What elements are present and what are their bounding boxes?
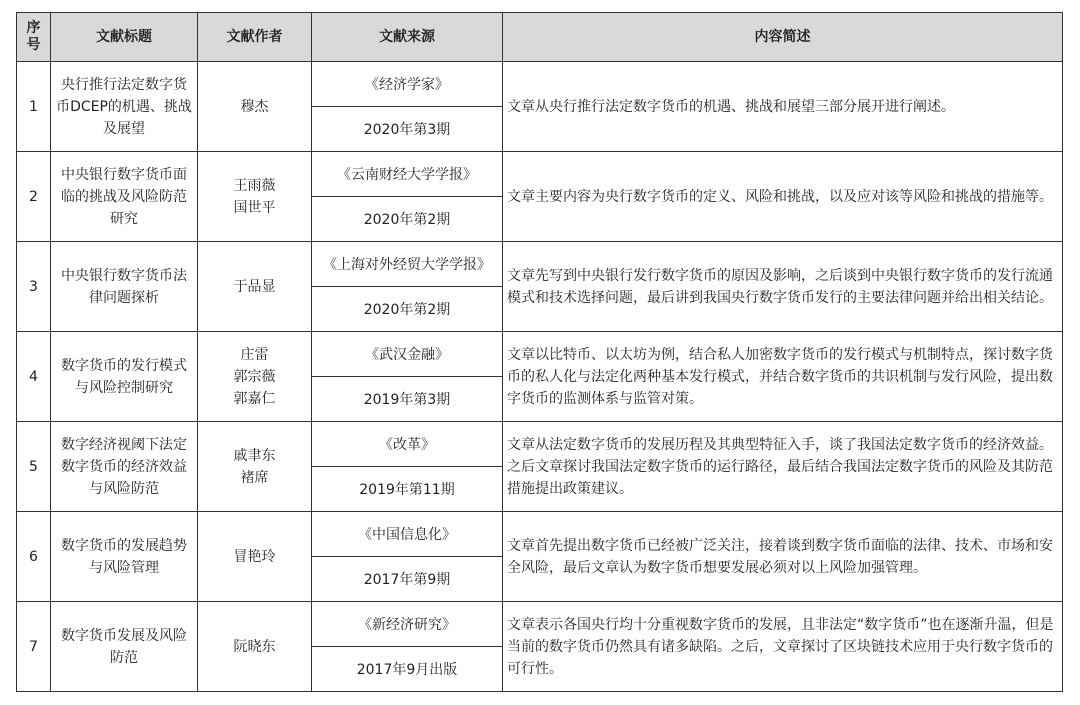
row-source: 《中国信息化》: [312, 512, 503, 557]
literature-table: [16, 12, 1063, 692]
header-row: [17, 13, 1063, 62]
header-author: 文献作者: [198, 13, 312, 62]
table-row: [17, 332, 1063, 377]
row-number: 5: [17, 422, 51, 512]
row-number: 6: [17, 512, 51, 602]
row-author: 庄雷 郭宗薇 郭嘉仁: [198, 332, 312, 422]
row-number: 4: [17, 332, 51, 422]
row-summary: 文章首先提出数字货币已经被广泛关注，接着谈到数字货币面临的法律、技术、市场和安全风险，最后文章认为数字货币想要发展必须对以上风险加强管理。: [503, 512, 1063, 602]
row-author: 冒艳玲: [198, 512, 312, 602]
row-title: 数字经济视阈下法定数字货币的经济效益与风险防范: [51, 422, 198, 512]
row-number: 1: [17, 62, 51, 152]
row-summary: 文章以比特币、以太坊为例，结合私人加密数字货币的发行模式与机制特点，探讨数字货币的私人化与法定化两种基本发行模式，并结合数字货币的共识机制与发行风险，提出数字货币的监测体系与监管对策。: [503, 332, 1063, 422]
row-title: 数字货币发展及风险防范: [51, 602, 198, 692]
row-author: 戚聿东 褚席: [198, 422, 312, 512]
row-issue: 2019年第3期: [312, 377, 503, 422]
row-summary: 文章表示各国央行均十分重视数字货币的发展，且非法定“数字货币”也在逐渐升温，但是当前的数字货币仍然具有诸多缺陷。之后，文章探讨了区块链技术应用于央行数字货币的可行性。: [503, 602, 1063, 692]
row-source: 《武汉金融》: [312, 332, 503, 377]
row-source: 《上海对外经贸大学学报》: [312, 242, 503, 287]
row-title: 中央银行数字货币法律问题探析: [51, 242, 198, 332]
row-source: 《经济学家》: [312, 62, 503, 107]
table-row: [17, 242, 1063, 287]
row-author: 穆杰: [198, 62, 312, 152]
row-title: 数字货币的发行模式与风险控制研究: [51, 332, 198, 422]
row-author: 王雨薇 国世平: [198, 152, 312, 242]
row-number: 3: [17, 242, 51, 332]
row-number: 7: [17, 602, 51, 692]
table-row: [17, 512, 1063, 557]
row-number: 2: [17, 152, 51, 242]
row-summary: 文章从央行推行法定数字货币的机遇、挑战和展望三部分展开进行阐述。: [503, 62, 1063, 152]
row-source: 《改革》: [312, 422, 503, 467]
header-title: 文献标题: [51, 13, 198, 62]
row-issue: 2020年第2期: [312, 287, 503, 332]
table-row: [17, 152, 1063, 197]
header-num: 序号: [17, 13, 51, 62]
row-source: 《新经济研究》: [312, 602, 503, 647]
table-row: [17, 62, 1063, 107]
row-issue: 2020年第3期: [312, 107, 503, 152]
table-row: [17, 422, 1063, 467]
row-issue: 2017年9月出版: [312, 647, 503, 692]
row-issue: 2020年第2期: [312, 197, 503, 242]
row-author: 于品显: [198, 242, 312, 332]
row-title: 中央银行数字货币面临的挑战及风险防范研究: [51, 152, 198, 242]
row-title: 央行推行法定数字货币DCEP的机遇、挑战及展望: [51, 62, 198, 152]
row-issue: 2017年第9期: [312, 557, 503, 602]
row-summary: 文章主要内容为央行数字货币的定义、风险和挑战，以及应对该等风险和挑战的措施等。: [503, 152, 1063, 242]
row-summary: 文章从法定数字货币的发展历程及其典型特征入手，谈了我国法定数字货币的经济效益。之后文章探讨我国法定数字货币的运行路径，最后结合我国法定数字货币的风险及其防范措施提出政策建议。: [503, 422, 1063, 512]
row-summary: 文章先写到中央银行发行数字货币的原因及影响，之后谈到中央银行数字货币的发行流通模式和技术选择问题，最后讲到我国央行数字货币发行的主要法律问题并给出相关结论。: [503, 242, 1063, 332]
row-source: 《云南财经大学学报》: [312, 152, 503, 197]
row-title: 数字货币的发展趋势与风险管理: [51, 512, 198, 602]
row-issue: 2019年第11期: [312, 467, 503, 512]
row-author: 阮晓东: [198, 602, 312, 692]
header-source: 文献来源: [312, 13, 503, 62]
header-summary: 内容简述: [503, 13, 1063, 62]
table-row: [17, 602, 1063, 647]
